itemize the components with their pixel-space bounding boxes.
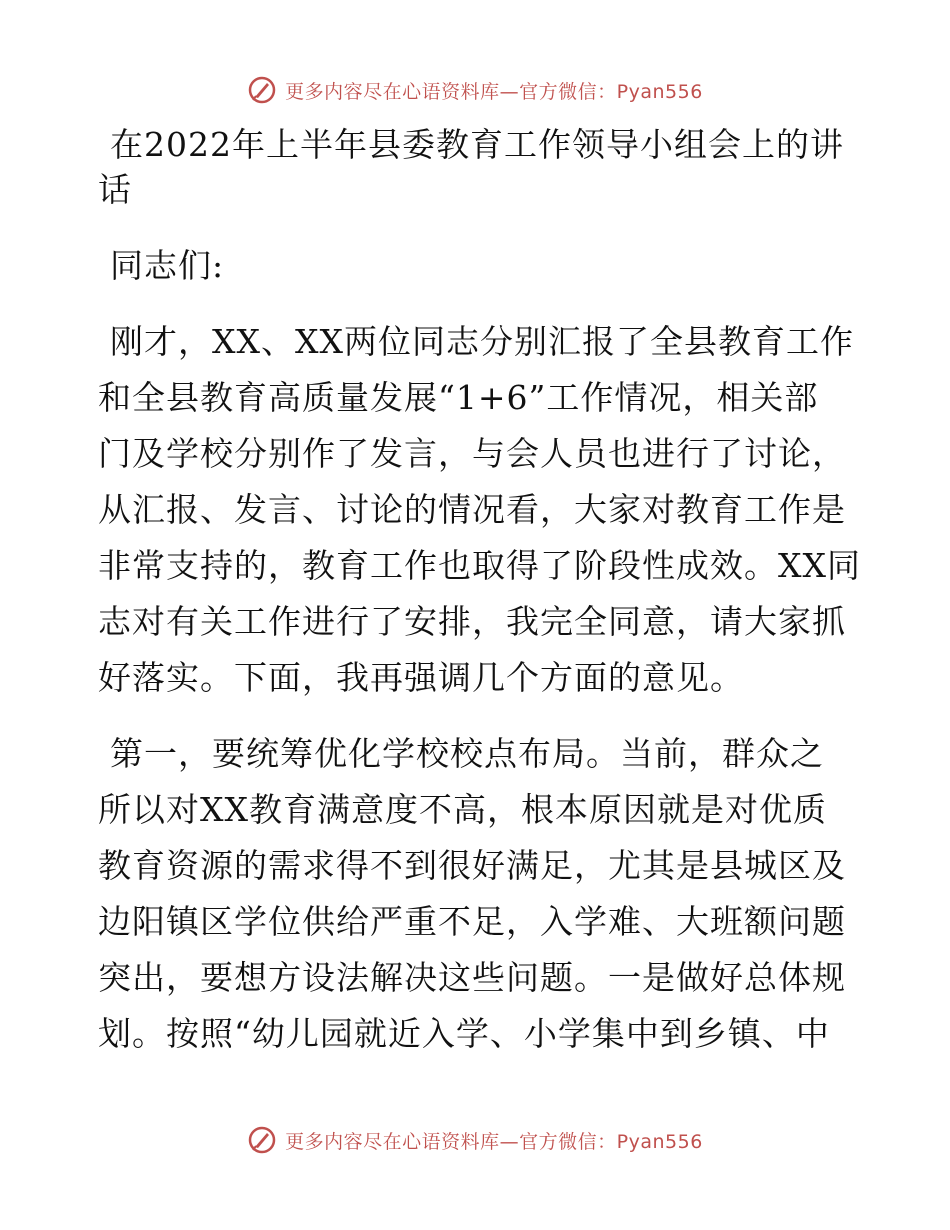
- paragraph-line: 边阳镇区学位供给严重不足，入学难、大班额问题: [98, 902, 846, 941]
- paragraph-line: 门及学校分别作了发言，与会人员也进行了讨论，: [98, 434, 846, 473]
- title-line: 话: [98, 170, 132, 209]
- document-body: [98, 122, 861, 1082]
- paragraph-line: 志对有关工作进行了安排，我完全同意，请大家抓: [98, 602, 846, 641]
- paragraph-line: 教育资源的需求得不到很好满足，尤其是县城区及: [98, 846, 846, 885]
- paragraph-line: 突出，要想方设法解决这些问题。一是做好总体规: [98, 958, 846, 997]
- paragraph-line: 刚才，XX、XX两位同志分别汇报了全县教育工作: [110, 322, 854, 361]
- paragraph-line: 和全县教育高质量发展“1+6”工作情况，相关部: [98, 378, 819, 417]
- paragraph-line: 所以对XX教育满意度不高，根本原因就是对优质: [98, 790, 827, 829]
- paragraph-line: 第一，要统筹优化学校校点布局。当前，群众之: [110, 734, 824, 773]
- paragraph-line: 从汇报、发言、讨论的情况看，大家对教育工作是: [98, 490, 846, 529]
- watermark-text: 更多内容尽在心语资料库—官方微信：Pyan556: [285, 80, 703, 103]
- paragraph-line: 非常支持的，教育工作也取得了阶段性成效。XX同: [98, 546, 861, 585]
- watermark-text: 更多内容尽在心语资料库—官方微信：Pyan556: [285, 1130, 703, 1153]
- paragraph-line: 同志们:: [110, 246, 225, 285]
- paragraph-1: [98, 314, 861, 706]
- quill-logo-icon: [247, 1125, 277, 1155]
- quill-logo-icon: [247, 75, 277, 105]
- title-line: 在2022年上半年县委教育工作领导小组会上的讲: [110, 125, 844, 164]
- paragraph-line: 好落实。下面，我再强调几个方面的意见。: [98, 658, 744, 697]
- document-title: [98, 122, 850, 212]
- paragraph-line: 划。按照“幼儿园就近入学、小学集中到乡镇、中: [98, 1014, 830, 1053]
- greeting: [98, 238, 850, 294]
- paragraph-2: [98, 726, 850, 1062]
- footer-watermark: [0, 1120, 950, 1160]
- header-watermark: [0, 70, 950, 110]
